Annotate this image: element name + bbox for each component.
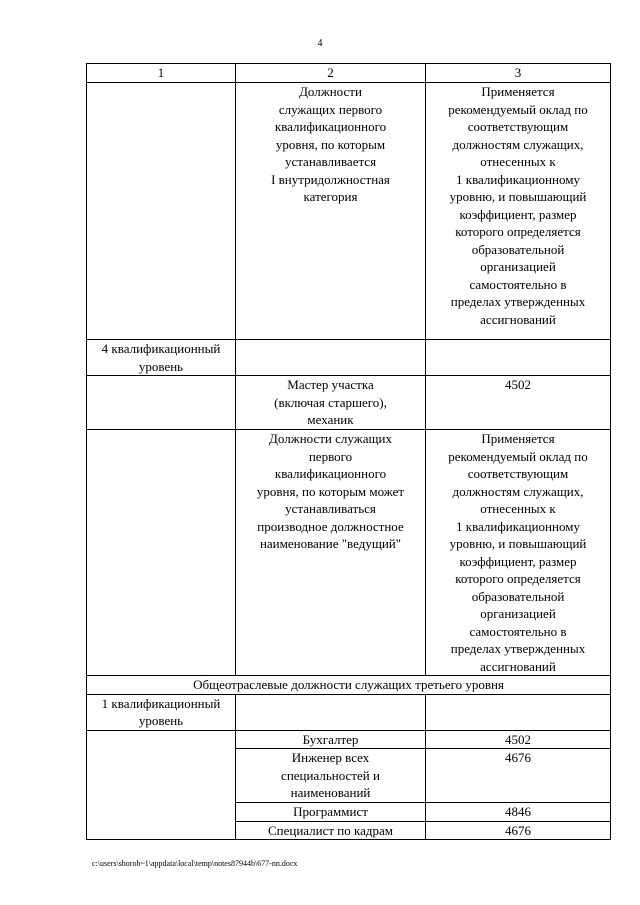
header-col-1: 1: [87, 64, 236, 83]
cell-text-line: отнесенных к: [480, 154, 556, 169]
position-cell: [236, 803, 426, 822]
cell-text-line: которого определяется: [455, 224, 581, 239]
cell-text-line: ассигнований: [480, 658, 556, 674]
page-number: 4: [317, 38, 323, 49]
cell-text-line: уровня, по которым: [275, 136, 386, 152]
cell-text-line: пределах утвержденных: [450, 641, 586, 656]
cell-text-line: должностям служащих,: [452, 136, 584, 152]
salary-cell: 4676: [426, 749, 611, 803]
cell-text-line: 1 квалификационному: [456, 518, 580, 534]
cell-text-line: уровню, и повышающий: [449, 189, 587, 204]
qualification-level-cell: [87, 694, 236, 730]
empty-cell: [87, 430, 236, 676]
cell-text-line: первого: [308, 448, 353, 464]
cell-text-line: рекомендуемый оклад по: [448, 448, 588, 464]
cell-text-line: Мастер участка: [287, 377, 374, 392]
cell-text-line: самостоятельно в: [469, 276, 567, 292]
qualification-level-row: [87, 694, 611, 730]
section-title-row: [87, 676, 611, 695]
cell-text-line: 4 квалификационный: [101, 341, 221, 356]
table-row: [87, 730, 611, 749]
cell-text-line: Инженер всех: [291, 750, 370, 765]
cell-text-line: устанавливается: [284, 154, 377, 169]
position-cell: [236, 821, 426, 840]
cell-text-line: самостоятельно в: [469, 623, 567, 639]
cell-text-line: уровню, и повышающий: [449, 536, 587, 551]
cell-text-line: должностям служащих,: [452, 483, 584, 499]
table-row: [87, 430, 611, 676]
cell-text-line: Применяется: [481, 431, 555, 446]
cell-text-line: Должности: [299, 84, 362, 99]
cell-text-line: квалификационного: [274, 119, 387, 134]
cell-text-line: 1 квалификационный: [101, 695, 221, 711]
position-cell: [236, 83, 426, 340]
cell-text-line: организацией: [480, 259, 556, 274]
position-cell: [236, 730, 426, 749]
cell-text-line: 1 квалификационному: [456, 171, 580, 187]
footer-file-path: c:\users\shoroh~1\appdata\local\temp\notes87944b\677-nn.docx: [92, 859, 298, 868]
salary-rule-cell: [426, 430, 611, 676]
empty-cell: [87, 83, 236, 340]
cell-text-line: пределах утвержденных: [450, 294, 586, 309]
cell-text-line: специальностей и: [281, 767, 380, 783]
cell-text-line: Бухгалтер: [302, 731, 359, 747]
cell-text-line: Специалист по кадрам: [267, 822, 394, 838]
cell-text-line: Программист: [293, 804, 368, 819]
header-col-3: 3: [426, 64, 611, 83]
salary-table: [86, 63, 611, 840]
table-row: [87, 376, 611, 430]
cell-text-line: образовательной: [471, 588, 565, 604]
position-cell: [236, 376, 426, 430]
cell-text-line: категория: [303, 189, 358, 204]
cell-text-line: уровень: [138, 713, 184, 728]
cell-text-line: наименований: [290, 785, 371, 800]
cell-text-line: квалификационного: [274, 466, 387, 481]
cell-text-line: механик: [307, 412, 354, 427]
cell-text-line: (включая старшего),: [274, 394, 387, 410]
cell-text-line: уровень: [138, 358, 184, 374]
empty-cell: [236, 340, 426, 376]
cell-text-line: коэффициент, размер: [459, 553, 577, 569]
empty-cell: [236, 694, 426, 730]
salary-cell: 4502: [426, 376, 611, 430]
cell-text-line: Должности служащих: [269, 431, 392, 446]
cell-text-line: соответствующим: [467, 466, 569, 481]
cell-text-line: образовательной: [471, 241, 565, 257]
header-col-2: 2: [236, 64, 426, 83]
salary-cell: 4676: [426, 821, 611, 840]
cell-text-line: которого определяется: [455, 571, 581, 586]
cell-text-line: рекомендуемый оклад по: [448, 101, 588, 117]
cell-text-line: Применяется: [481, 84, 555, 99]
position-cell: [236, 430, 426, 676]
empty-cell: [87, 376, 236, 430]
salary-cell: 4846: [426, 803, 611, 822]
salary-cell: 4502: [426, 730, 611, 749]
position-cell: [236, 749, 426, 803]
section-title: Общеотраслевые должности служащих третьего уровня: [87, 676, 611, 695]
cell-text-line: наименование "ведущий": [259, 536, 402, 551]
cell-text-line: производное должностное: [257, 518, 404, 534]
cell-text-line: коэффициент, размер: [459, 206, 577, 222]
cell-text-line: уровня, по которым может: [256, 483, 405, 499]
cell-text-line: устанавливаться: [285, 501, 376, 516]
salary-rule-cell: [426, 83, 611, 340]
cell-text-line: отнесенных к: [480, 501, 556, 516]
cell-text-line: организацией: [480, 606, 556, 621]
table-header-row: [87, 64, 611, 83]
empty-cell: [426, 340, 611, 376]
cell-text-line: I внутридолжностная: [271, 171, 390, 187]
qualification-level-row: [87, 340, 611, 376]
table-row: [87, 83, 611, 340]
cell-text-line: соответствующим: [467, 119, 569, 134]
empty-cell: [426, 694, 611, 730]
cell-text-line: служащих первого: [278, 101, 383, 117]
cell-text-line: ассигнований: [480, 311, 556, 327]
qualification-level-cell: [87, 340, 236, 376]
empty-cell: [87, 730, 236, 840]
